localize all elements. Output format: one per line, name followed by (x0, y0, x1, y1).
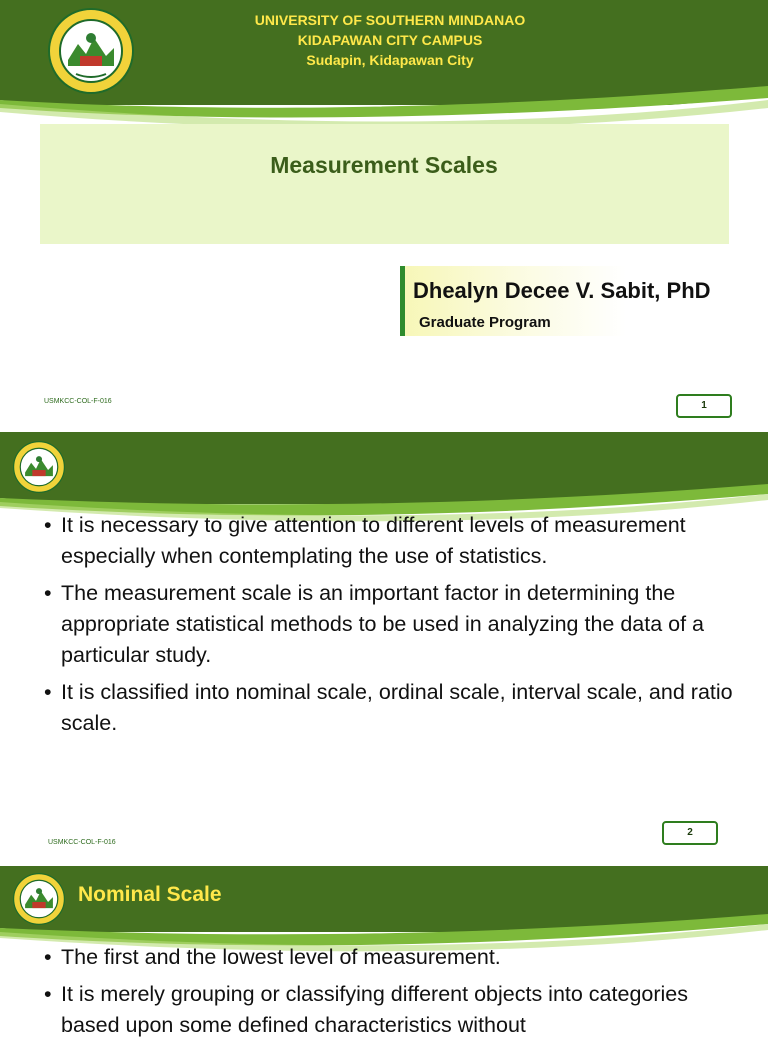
university-name: UNIVERSITY OF SOUTHERN MINDANAO (254, 12, 526, 28)
list-item: • It is merely grouping or classifying different objects into categories based upon some defined characteristics without (44, 979, 734, 1041)
university-header (180, 10, 600, 70)
bullet-marker: • (44, 982, 52, 1006)
university-seal-logo (13, 873, 65, 925)
title-box (40, 124, 729, 244)
bullet-marker: • (44, 945, 52, 969)
presenter-name: Dhealyn Decee V. Sabit, PhD (413, 278, 711, 303)
bullet-marker: • (44, 581, 52, 605)
list-item: • It is necessary to give attention to different levels of measurement especially when contemplating the use of statistics. (44, 510, 734, 572)
bullet-list (44, 942, 734, 1047)
list-item: • The first and the lowest level of measurement. (44, 942, 734, 973)
presenter-block (400, 266, 773, 336)
bullet-marker: • (44, 513, 52, 537)
page-number: 2 (662, 821, 718, 845)
bullet-list (44, 510, 734, 745)
university-seal-logo (48, 8, 134, 94)
bullet-marker: • (44, 680, 52, 704)
list-item: • The measurement scale is an important factor in determining the appropriate statistical methods to be used in analyzing the data of a particular study. (44, 578, 734, 671)
header-banner (0, 432, 768, 522)
campus-name: KIDAPAWAN CITY CAMPUS (297, 32, 483, 48)
program-name: Graduate Program (419, 314, 551, 331)
campus-address: Sudapin, Kidapawan City (306, 52, 474, 68)
page-number: 1 (676, 394, 732, 418)
section-title: Nominal Scale (78, 883, 222, 906)
list-item: • It is classified into nominal scale, ordinal scale, interval scale, and ratio scale. (44, 677, 734, 739)
slide-1 (0, 0, 768, 432)
slide-2 (0, 432, 768, 866)
form-code: USMKCC-COL-F-016 (48, 839, 116, 846)
slide-title: Measurement Scales (270, 152, 498, 178)
university-seal-logo (13, 441, 65, 493)
form-code: USMKCC-COL-F-016 (44, 398, 112, 405)
slide-3 (0, 866, 768, 1037)
